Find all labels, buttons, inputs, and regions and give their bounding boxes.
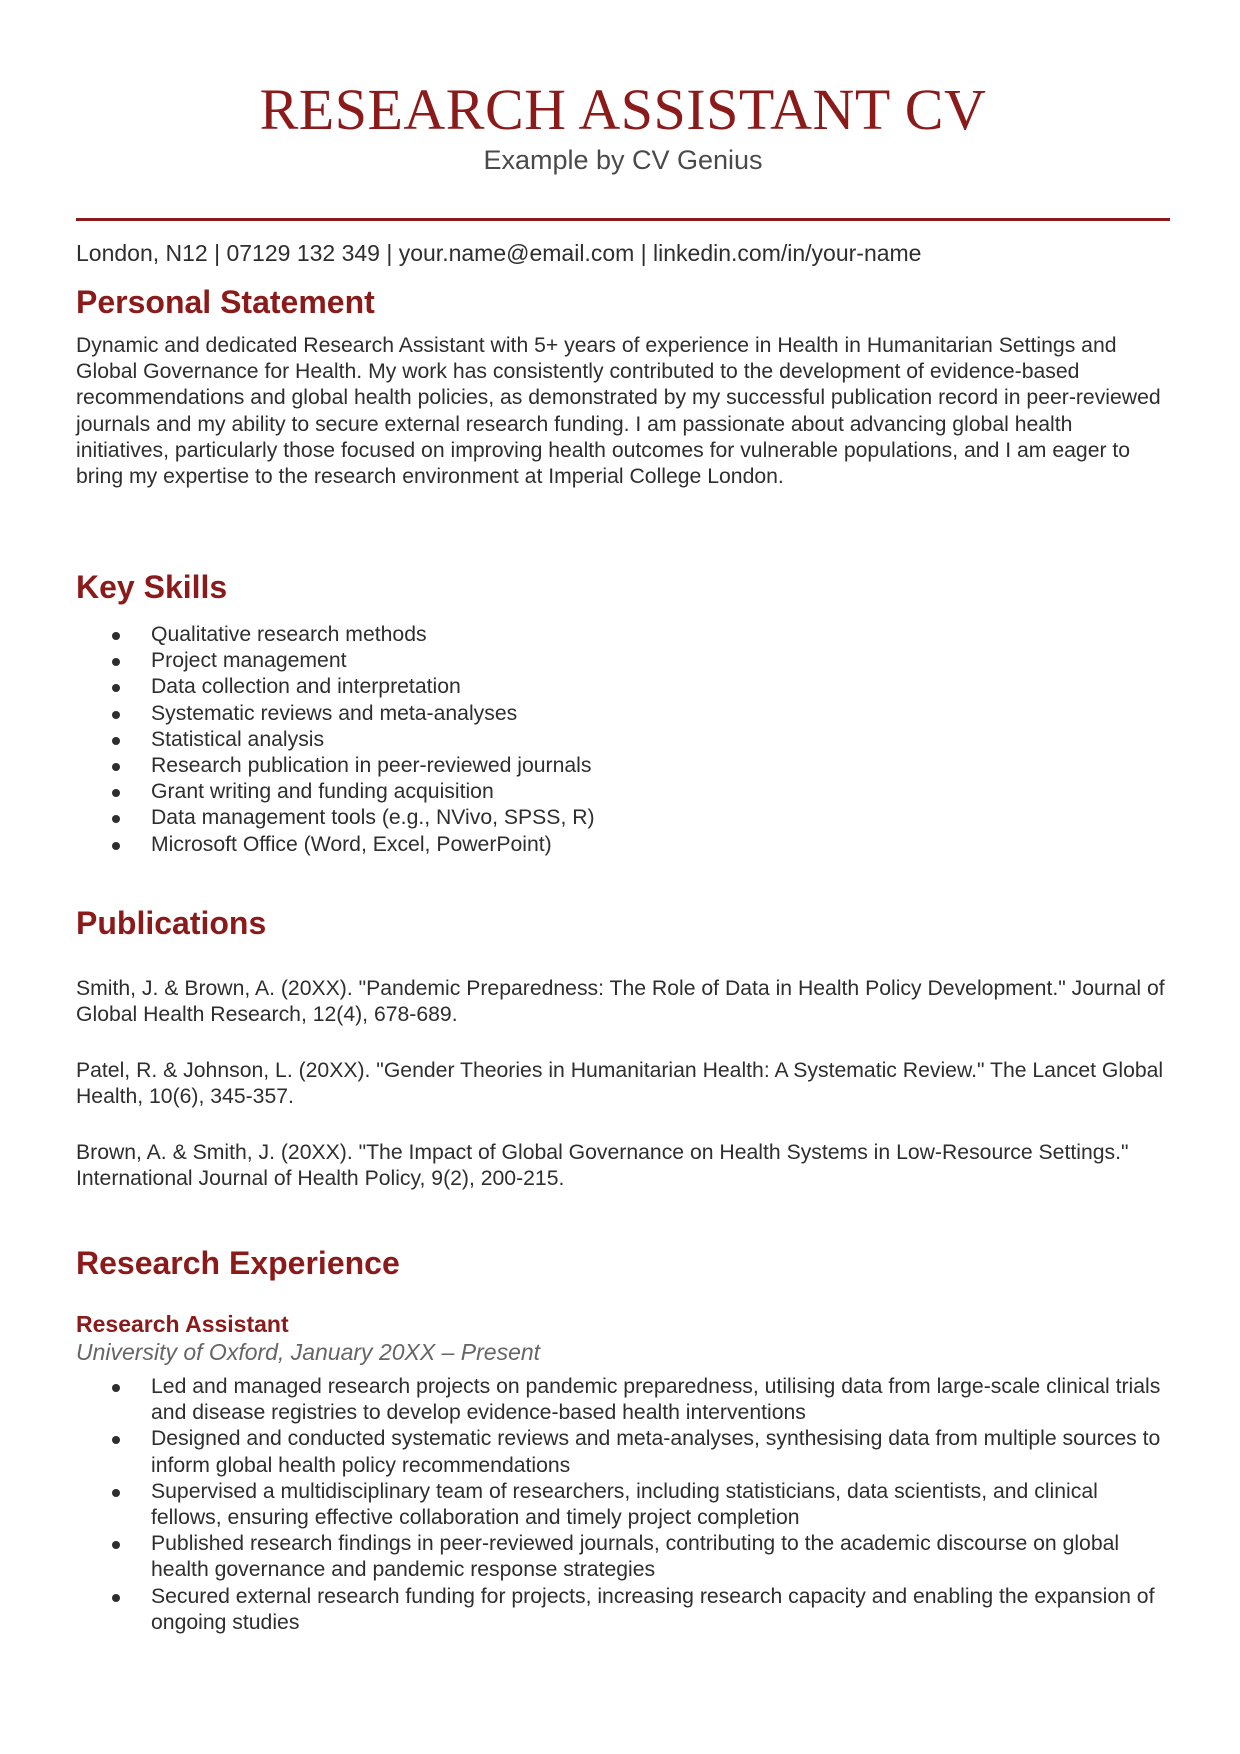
publication-entry-1: Smith, J. & Brown, A. (20XX). "Pandemic Preparedness: The Role of Data in Health Policy Development." Journal of Global Health Research, 12(4), 678-689. xyxy=(76,977,1165,1027)
duty-text: Supervised a multidisciplinary team of researchers, including statisticians, data scientists, and clinical fellows, ensuring effective collaboration and timely project completion xyxy=(151,1479,1098,1530)
bullet-icon xyxy=(112,632,120,640)
title-divider xyxy=(76,218,1170,221)
list-item xyxy=(76,1426,1170,1478)
skill-text: Systematic reviews and meta-analyses xyxy=(151,701,518,725)
key-skills-heading: Key Skills xyxy=(76,569,228,605)
bullet-icon xyxy=(112,1541,120,1549)
list-item xyxy=(76,622,1170,648)
skill-text: Statistical analysis xyxy=(151,727,325,751)
publication-entry-2: Patel, R. & Johnson, L. (20XX). "Gender Theories in Humanitarian Health: A Systematic Review." The Lancet Global Health, 10(6), 345-357. xyxy=(76,1059,1164,1109)
skill-text: Grant writing and funding acquisition xyxy=(151,780,494,804)
bullet-icon xyxy=(112,1489,120,1497)
bullet-icon xyxy=(112,763,120,771)
list-item xyxy=(76,779,1170,805)
personal-statement-text: Dynamic and dedicated Research Assistant with 5+ years of experience in Health in Humanitarian Settings and Global Governance for Health. My work has consistently contributed to the development of evidence-based recommendations and global health policies, as demonstrated by my successful publication record in peer-reviewed journals and my ability to secure external research funding. I am passionate about advancing global health initiatives, particularly those focused on improving health outcomes for vulnerable populations, and I am eager to bring my expertise to the research environment at Imperial College London. xyxy=(76,334,1161,489)
cv-subtitle: Example by CV Genius xyxy=(483,145,763,175)
skill-text: Project management xyxy=(151,649,347,673)
personal-statement-heading: Personal Statement xyxy=(76,284,375,320)
bullet-icon xyxy=(112,1436,120,1444)
contact-line: London, N12 | 07129 132 349 | your.name@email.com | linkedin.com/in/your-name xyxy=(76,240,922,266)
duty-text: Designed and conducted systematic reviews and meta-analyses, synthesising data from multiple sources to inform global health policy recommendations xyxy=(151,1427,1161,1477)
duty-text: Led and managed research projects on pandemic preparedness, utilising data from large-scale clinical trials and disease registries to develop evidence-based health interventions xyxy=(151,1375,1161,1425)
publication-entry-3: Brown, A. & Smith, J. (20XX). "The Impact of Global Governance on Health Systems in Low-Resource Settings." International Journal of Health Policy, 9(2), 200-215. xyxy=(76,1141,1129,1191)
list-item xyxy=(76,1374,1170,1426)
bullet-icon xyxy=(112,1594,120,1602)
job-duties-list xyxy=(76,1374,1170,1636)
list-item xyxy=(76,1531,1170,1583)
cv-title: RESEARCH ASSISTANT CV xyxy=(259,77,987,142)
list-item xyxy=(76,727,1170,753)
key-skills-list xyxy=(76,622,1170,858)
bullet-icon xyxy=(112,789,120,797)
bullet-icon xyxy=(112,658,120,666)
skill-text: Data collection and interpretation xyxy=(151,675,461,699)
bullet-icon xyxy=(112,684,120,692)
list-item xyxy=(76,1479,1170,1531)
job-employer-dates: University of Oxford, January 20XX – Present xyxy=(76,1339,541,1365)
list-item xyxy=(76,1584,1170,1636)
skill-text: Research publication in peer-reviewed journals xyxy=(151,754,592,778)
skill-text: Microsoft Office (Word, Excel, PowerPoint) xyxy=(151,832,552,856)
publications-heading: Publications xyxy=(76,905,267,941)
research-experience-heading: Research Experience xyxy=(76,1245,400,1281)
list-item xyxy=(76,648,1170,674)
bullet-icon xyxy=(112,1384,120,1392)
bullet-icon xyxy=(112,842,120,850)
bullet-icon xyxy=(112,711,120,719)
list-item xyxy=(76,805,1170,831)
bullet-icon xyxy=(112,737,120,745)
skill-text: Data management tools (e.g., NVivo, SPSS, R) xyxy=(151,806,595,830)
skill-text: Qualitative research methods xyxy=(151,623,427,646)
duty-text: Secured external research funding for projects, increasing research capacity and enabling the expansion of ongoing studies xyxy=(151,1584,1155,1634)
list-item xyxy=(76,753,1170,779)
duty-text: Published research findings in peer-reviewed journals, contributing to the academic discourse on global health governance and pandemic response strategies xyxy=(151,1532,1120,1582)
list-item xyxy=(76,701,1170,727)
bullet-icon xyxy=(112,815,120,823)
list-item xyxy=(76,832,1170,858)
list-item xyxy=(76,674,1170,700)
job-title: Research Assistant xyxy=(76,1311,289,1337)
